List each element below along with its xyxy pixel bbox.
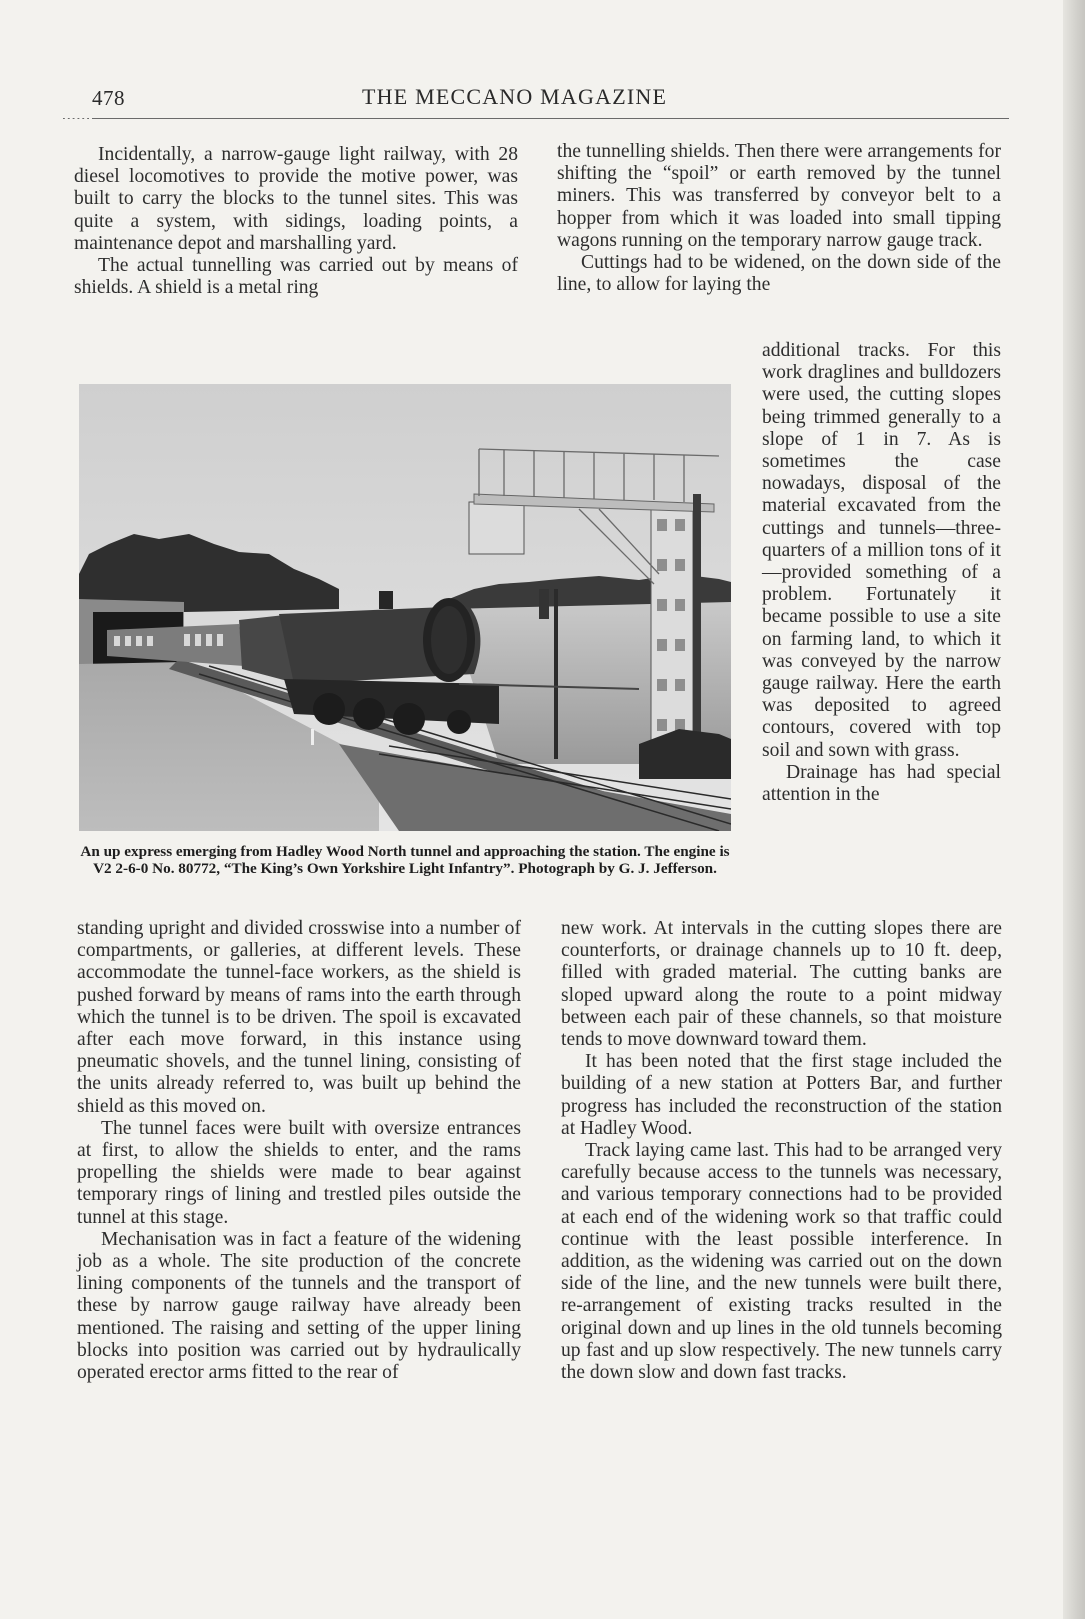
paragraph: Cuttings had to be widened, on the down side of the line, to allow for laying the bbox=[557, 252, 1001, 296]
paragraph: standing upright and divided crosswise into a number of compartments, or galleries, at different levels. These accommodate the tunnel-face workers, as the shield is pushed forward by means of rams into the earth through which the tunnel is to be driven. The spoil is excavated after each move forward, in this instance using pneumatic shovels, and the tunnel lining, consisting of the units already referred to, was built up behind the shield as this moved on. bbox=[77, 918, 521, 1117]
paragraph: It has been noted that the first stage included the building of a new station at Potters Bar, and further progress has included the reconstruction of the station at Hadley Wood. bbox=[561, 1051, 1002, 1139]
paragraph: additional tracks. For this work draglines and bulldozers were used, the cutting slopes being trimmed generally to a slope of 1 in 7. As is sometimes the case nowadays, disposal of the material excavated from the cuttings and tunnels—three-quarters of a million tons of it —provided something of a problem. Fortunately it became possible to use a site on farming land, to which it was conveyed by the narrow gauge railway. Here the earth was deposited to agreed contours, covered with top soil and sown with grass. bbox=[762, 340, 1001, 761]
photograph-train-tunnel bbox=[79, 384, 731, 831]
header-rule bbox=[60, 118, 1009, 119]
paragraph: Drainage has had special attention in the bbox=[762, 761, 1001, 806]
column-right-narrow bbox=[762, 340, 1001, 806]
paragraph: Mechanisation was in fact a feature of the widening job as a whole. The site production of the concrete lining components of the tunnels and the transport of these by narrow gauge railway have already been mentioned. The raising and setting of the upper lining blocks into position was carried out by hydraulically operated erector arms fitted to the rear of bbox=[77, 1228, 521, 1384]
paragraph: Incidentally, a narrow-gauge light railway, with 28 diesel locomotives to provide the motive power, was built to carry the blocks to the tunnel sites. This was quite a system, with sidings, loading points, a maintenance depot and marshalling yard. bbox=[74, 144, 518, 254]
header-rule-break bbox=[60, 118, 92, 119]
magazine-title: THE MECCANO MAGAZINE bbox=[362, 84, 668, 109]
page-number: 478 bbox=[92, 86, 125, 110]
column-left-bottom bbox=[77, 918, 521, 1384]
paragraph: The tunnel faces were built with oversize entrances at first, to allow the shields to enter, and the rams propelling the shields were made to bear against temporary rings of lining and trestled piles outside the tunnel at this stage. bbox=[77, 1117, 521, 1228]
column-right-top bbox=[557, 141, 1001, 296]
paragraph: new work. At intervals in the cutting slopes there are counterforts, or drainage channels up to 10 ft. deep, filled with graded material. The cutting banks are sloped upward along the route to a point midway between each pair of these channels, so that moisture tends to move downward toward them. bbox=[561, 918, 1002, 1051]
paragraph: The actual tunnelling was carried out by means of shields. A shield is a metal ring bbox=[74, 255, 518, 299]
page-header bbox=[92, 80, 1009, 116]
column-left-top bbox=[74, 144, 518, 299]
page-edge-shadow bbox=[1063, 0, 1085, 1619]
column-right-bottom bbox=[561, 918, 1002, 1384]
paragraph: Track laying came last. This had to be arranged very carefully because access to the tunnels was necessary, and various temporary connections had to be provided at each end of the widening work so that traffic could continue with the least possible interference. In addition, as the widening was carried out on the down side of the line, and the new tunnels were built there, re-arrangement of existing tracks resulted in the original down and up lines in the old tunnels becoming up fast and up slow respectively. The new tunnels carry the down slow and down fast tracks. bbox=[561, 1140, 1002, 1384]
photo-caption: An up express emerging from Hadley Wood North tunnel and approaching the station. The engine is V2 2-6-0 No. 80772, “The King’s Own Yorkshire Light Infantry”. Photograph by G. J. Jefferson. bbox=[80, 843, 730, 877]
paragraph: the tunnelling shields. Then there were arrangements for shifting the “spoil” or earth removed by the tunnel miners. This was transferred by conveyor belt to a hopper from which it was loaded into small tipping wagons running on the temporary narrow gauge track. bbox=[557, 141, 1001, 251]
